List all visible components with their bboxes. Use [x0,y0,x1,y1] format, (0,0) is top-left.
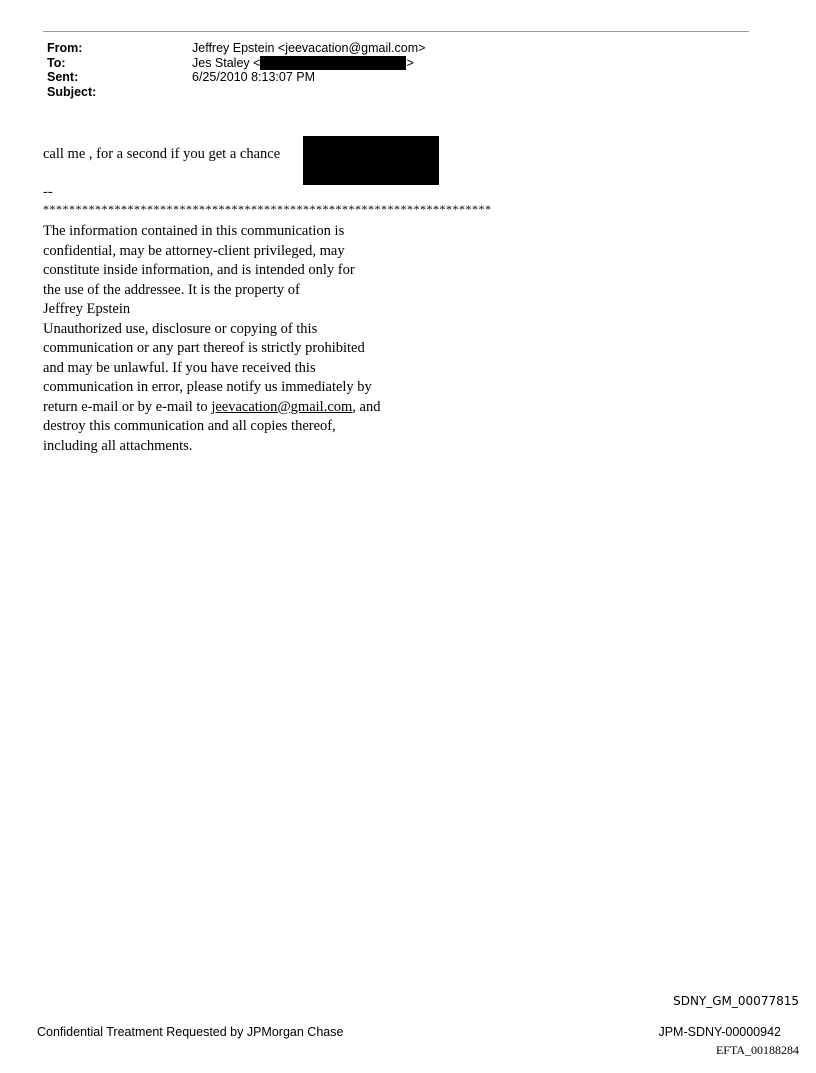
confidential-notice: Confidential Treatment Requested by JPMorgan Chase [37,1025,344,1039]
to-redaction [260,56,406,70]
message-text: call me , for a second if you get a chance [43,146,281,162]
disclaimer-line: and may be unlawful. If you have received this [43,359,316,376]
disclaimer-line: the use of the addressee. It is the property of [43,281,300,298]
email-link[interactable]: jeevacation@gmail.com [211,398,353,415]
disclaimer-line: Unauthorized use, disclosure or copying of this [43,320,318,337]
disclaimer-line: destroy this communication and all copies thereof, [43,418,336,434]
confidentiality-disclaimer [43,222,380,456]
sent-value: 6/25/2010 8:13:07 PM [192,70,316,84]
email-header [47,41,425,99]
to-value [192,56,414,71]
from-label: From: [47,41,83,55]
sent-row [47,70,425,85]
from-value: Jeffrey Epstein <jeevacation@gmail.com> [192,41,426,55]
signature-separator: -- [43,184,53,200]
sent-label: Sent: [47,70,79,84]
subject-label: Subject: [47,84,97,99]
to-name: Jes Staley < [192,55,261,70]
disclaimer-line: The information contained in this communication is [43,223,345,239]
to-label: To: [47,55,66,70]
body-redaction [303,136,439,185]
disclaimer-line: communication in error, please notify us immediately by [43,379,372,395]
return-suffix: , and [352,398,381,415]
to-row [47,56,425,71]
return-prefix: return e-mail or by e-mail to [43,398,212,415]
disclaimer-line: confidential, may be attorney-client privileged, may [43,242,345,259]
disclaimer-line: Jeffrey Epstein [43,301,131,317]
bates-number-efta: EFTA_00188284 [715,1043,799,1057]
disclaimer-line: including all attachments. [43,437,193,454]
to-suffix: > [406,55,414,70]
disclaimer-line: communication or any part thereof is strictly prohibited [43,340,365,356]
disclaimer-line: constitute inside information, and is intended only for [43,262,355,278]
header-rule [43,31,749,32]
disclaimer-line-return [43,398,380,418]
bates-number-sdny: SDNY_GM_00077815 [673,994,799,1008]
asterisk-divider: ********************************************************************* [43,202,492,216]
subject-row [47,85,425,100]
from-row [47,41,425,56]
bates-number-jpm: JPM-SDNY-00000942 [658,1025,781,1039]
